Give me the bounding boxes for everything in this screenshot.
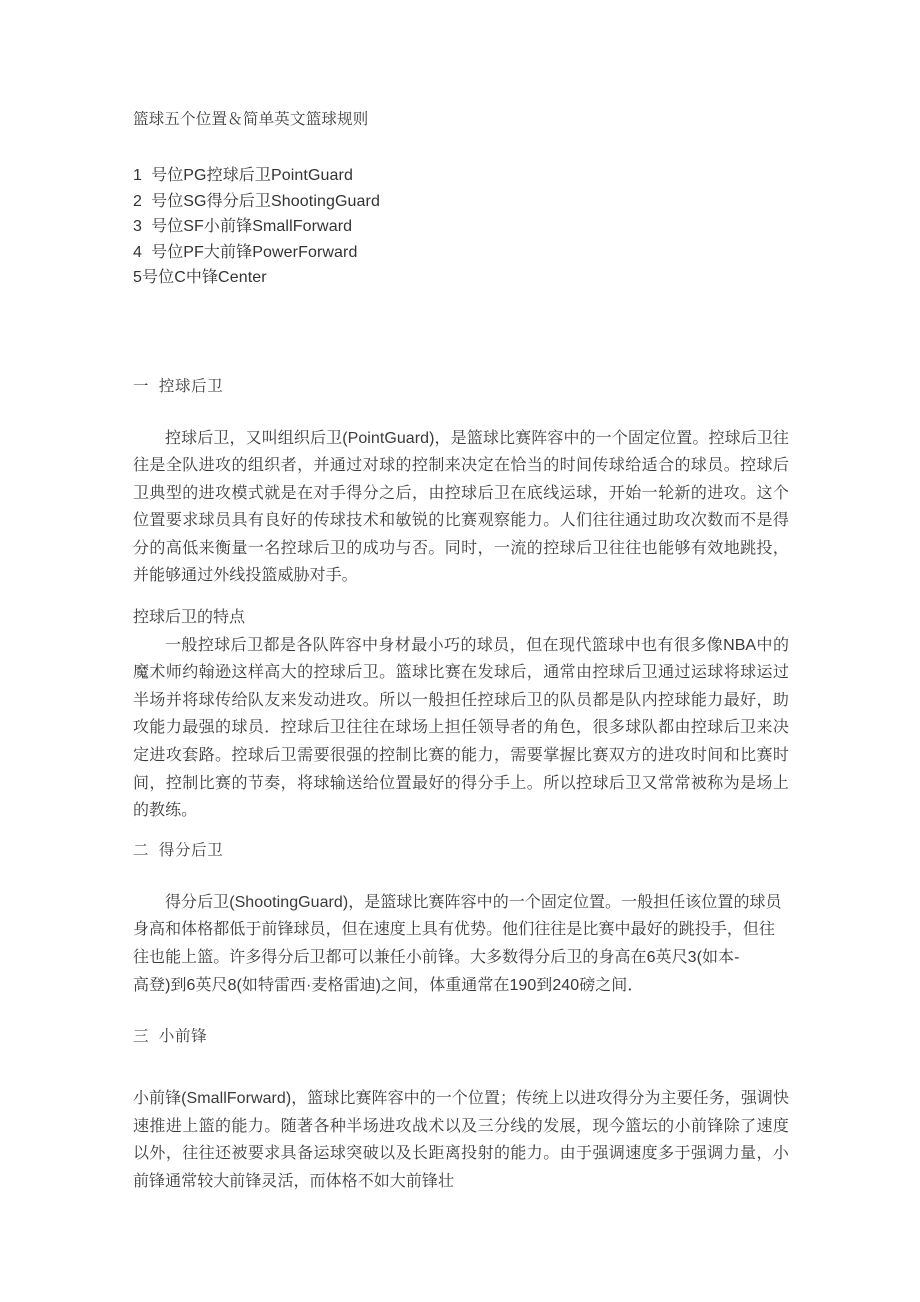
position-list — [133, 163, 789, 291]
sub-heading-point-guard-traits: 控球后卫的特点 — [133, 609, 246, 627]
section-paragraph-point-guard-2: 一般控球后卫都是各队阵容中身材最小巧的球员，但在现代篮球中也有很多像NBA中的魔术师约翰逊这样高大的控球后卫。篮球比赛在发球后，通常由控球后卫通过运球将球运过半场并将球传给队友来发动进攻。所以一般担任控球后卫的队员都是队内控球能力最好，助攻能力最强的球员．控球后卫往往在球场上担任领导者的角色，很多球队都由控球后卫来决定进攻套路。控球后卫需要很强的控制比赛的能力，需要掌握比赛双方的进攻时间和比赛时间，控制比赛的节奏，将球输送给位置最好的得分手上。所以控球后卫又常常被称为是场上的教练。 — [133, 636, 789, 820]
spacer — [133, 825, 789, 839]
spacer — [133, 1049, 789, 1085]
section-paragraph-point-guard-1: 控球后卫，又叫组织后卫(PointGuard)，是篮球比赛阵容中的一个固定位置。控球后卫往往是全队进攻的组织者，并通过对球的控制来决定在恰当的时间传球给适合的球员。控球后卫典型的进攻模式就是在对手得分之后，由控球后卫在底线运球，开始一轮新的进攻。这个位置要求球员具有良好的传球技术和敏锐的比赛观察能力。人们往往通过助攻次数而不是得分的高低来衡量一名控球后卫的成功与否。同时，一流的控球后卫往往也能够有效地跳投，并能够通过外线投篮威胁对手。 — [133, 429, 789, 585]
section-heading-shooting-guard: 二 得分后卫 — [133, 841, 224, 859]
section-paragraph-shooting-guard-2: 高登)到6英尺8(如特雷西·麦格雷迪)之间，体重通常在190到240磅之间． — [133, 976, 644, 994]
section-heading-small-forward: 三 小前锋 — [133, 1028, 208, 1046]
spacer — [133, 999, 789, 1025]
list-item: 1 号位PG控球后卫PointGuard — [133, 167, 353, 184]
spacer — [133, 590, 789, 604]
spacer — [133, 399, 789, 425]
page-title: 篮球五个位置＆简单英文篮球规则 — [133, 111, 369, 128]
list-item: 5号位C中锋Center — [133, 269, 267, 286]
document-content — [133, 108, 789, 1196]
spacer — [133, 863, 789, 889]
section-heading-point-guard: 一 控球后卫 — [133, 377, 224, 395]
list-item: 2 号位SG得分后卫ShootingGuard — [133, 192, 380, 210]
section-paragraph-small-forward-1: 小前锋(SmallForward)，篮球比赛阵容中的一个位置；传统上以进攻得分为主要任务，强调快速推进上篮的能力。随著各种半场进攻战术以及三分线的发展，现今篮坛的小前锋除了速度以外，往往还被要求具备运球突破以及长距离投射的能力。由于强调速度多于强调力量，小前锋通常较大前锋灵活，而体格不如大前锋壮 — [133, 1090, 789, 1190]
section-paragraph-shooting-guard-1: 得分后卫(ShootingGuard)，是篮球比赛阵容中的一个固定位置。一般担任该位置的球员身高和体格都低于前锋球员，但在速度上具有优势。他们往往是比赛中最好的跳投手，但往往也能上篮。许多得分后卫都可以兼任小前锋。大多数得分后卫的身高在6英尺3(如本- — [133, 893, 782, 966]
list-item: 3 号位SF小前锋SmallForward — [133, 218, 353, 235]
list-item: 4 号位PF大前锋PowerForward — [133, 243, 358, 261]
spacer — [133, 291, 789, 375]
